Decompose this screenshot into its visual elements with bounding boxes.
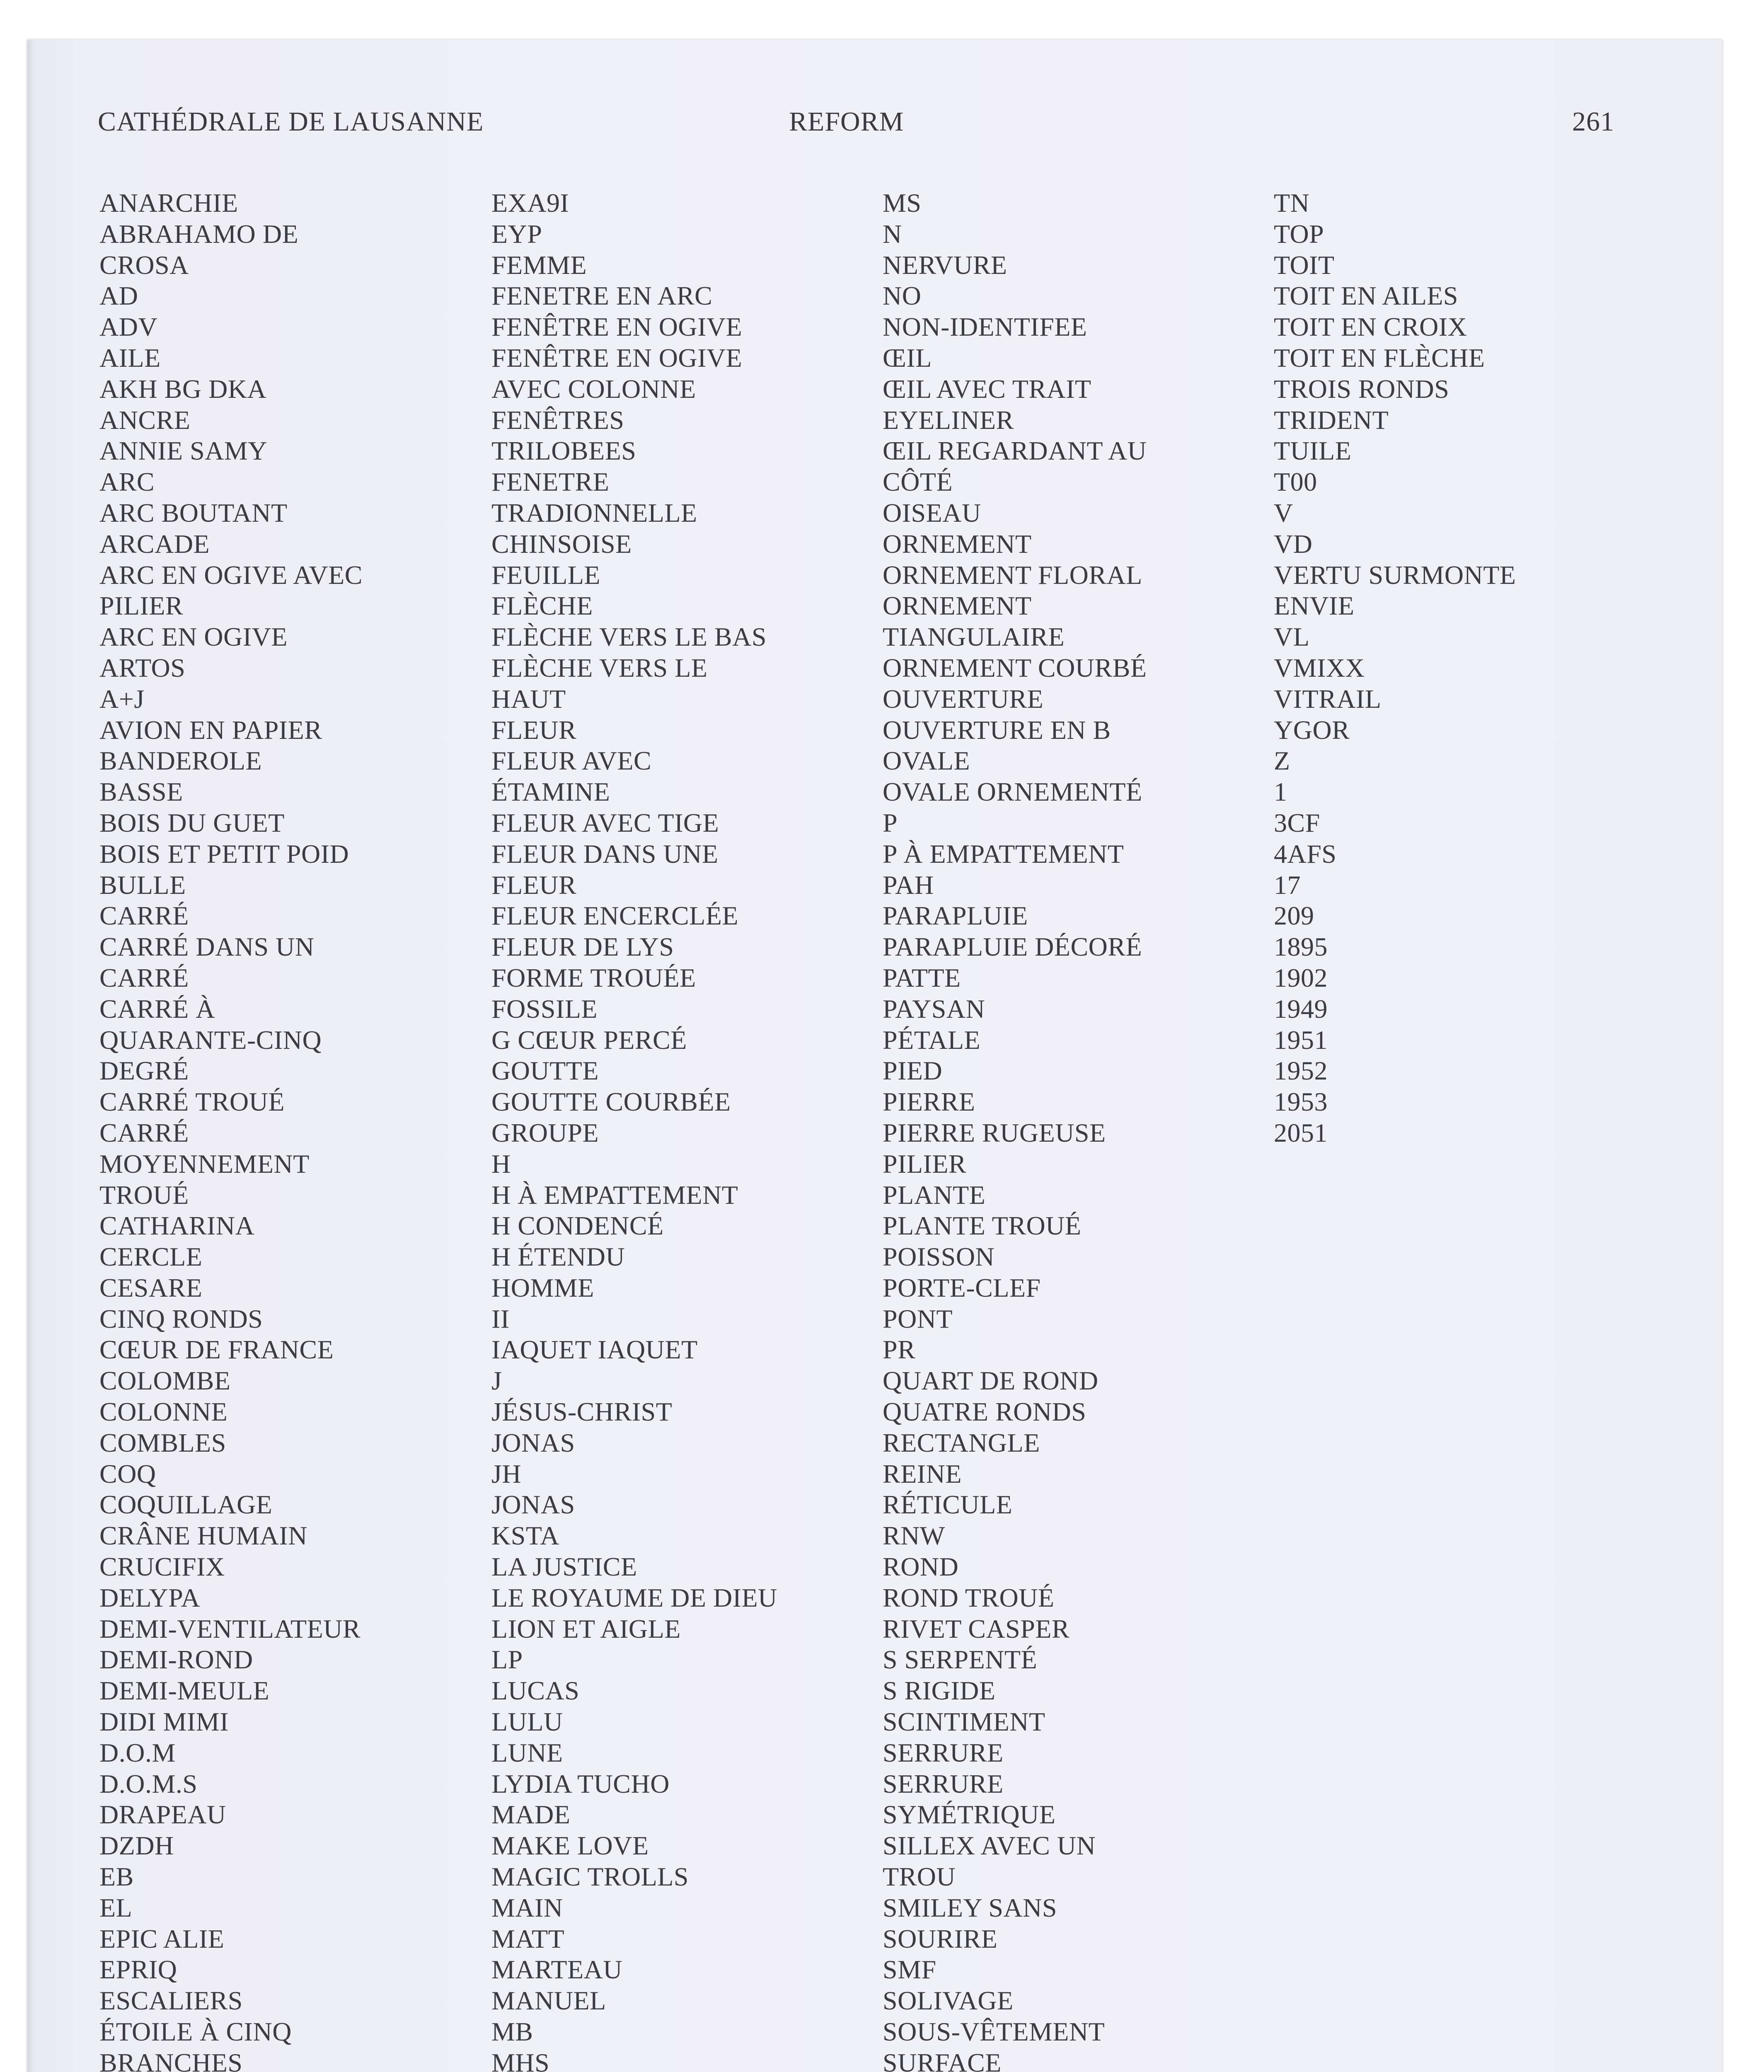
index-entry: DEMI-VENTILATEUR: [99, 1614, 361, 1644]
index-entry: SERRURE: [883, 1769, 1004, 1798]
index-entry: SOLIVAGE: [883, 1986, 1014, 2016]
index-entry: SCINTIMENT: [883, 1707, 1045, 1737]
index-entry: CESARE: [99, 1273, 203, 1302]
index-entry: SURFACE: [883, 2048, 1002, 2072]
index-entry: RECTANGLE: [883, 1428, 1040, 1457]
index-entry: COMBLES: [99, 1428, 226, 1457]
index-entry: VITRAIL: [1274, 684, 1382, 714]
index-entry: 1953: [1274, 1087, 1328, 1117]
index-entry: TOIT EN FLÈCHE: [1274, 343, 1485, 373]
index-entry: ÉTOILE À CINQ: [99, 2017, 292, 2047]
index-entry: BOIS DU GUET: [99, 808, 285, 838]
index-entry: CINQ RONDS: [99, 1304, 263, 1334]
index-entry: H: [491, 1149, 511, 1179]
index-entry: V: [1274, 498, 1293, 528]
index-entry: ORNEMENT FLORAL: [883, 560, 1142, 590]
index-entry: DEMI-MEULE: [99, 1676, 270, 1706]
index-entry: ÉTAMINE: [491, 777, 610, 807]
index-entry: TROUÉ: [99, 1180, 189, 1210]
index-entry: MANUEL: [491, 1986, 606, 2016]
index-entry: S RIGIDE: [883, 1676, 996, 1706]
index-entry: AD: [99, 281, 138, 311]
index-entry: EPRIQ: [99, 1955, 177, 1985]
index-column-3: [883, 188, 1147, 2072]
index-entry: FOSSILE: [491, 994, 598, 1024]
index-entry: JÉSUS-CHRIST: [491, 1397, 673, 1427]
index-entry: CÔTÉ: [883, 467, 953, 497]
index-column-4: [1274, 188, 1516, 1149]
index-entry: FENÊTRE EN OGIVE: [491, 343, 743, 373]
index-entry: LION ET AIGLE: [491, 1614, 681, 1644]
index-entry: TRILOBEES: [491, 436, 636, 466]
index-entry: SMF: [883, 1955, 936, 1985]
index-entry: 3CF: [1274, 808, 1320, 838]
index-entry: CARRÉ DANS UN: [99, 932, 315, 962]
index-entry: MB: [491, 2017, 533, 2047]
index-entry: CŒUR DE FRANCE: [99, 1335, 334, 1365]
index-entry: ARC EN OGIVE AVEC: [99, 560, 363, 590]
index-entry: HAUT: [491, 684, 566, 714]
index-entry: HOMME: [491, 1273, 594, 1302]
index-entry: P: [883, 808, 898, 838]
index-entry: DEGRÉ: [99, 1056, 189, 1086]
index-entry: NERVURE: [883, 250, 1007, 280]
index-entry: A+J: [99, 684, 145, 714]
index-entry: COQ: [99, 1459, 156, 1489]
index-entry: OISEAU: [883, 498, 981, 528]
index-entry: TROU: [883, 1862, 956, 1892]
index-entry: II: [491, 1304, 510, 1334]
index-entry: PLANTE: [883, 1180, 986, 1210]
index-entry: ŒIL: [883, 343, 932, 373]
index-entry: MOYENNEMENT: [99, 1149, 310, 1179]
index-entry: PAH: [883, 870, 934, 900]
index-entry: ŒIL AVEC TRAIT: [883, 374, 1091, 404]
index-entry: ŒIL REGARDANT AU: [883, 436, 1147, 466]
index-entry: FENETRE EN ARC: [491, 281, 713, 311]
index-entry: RÉTICULE: [883, 1490, 1013, 1520]
index-entry: FEMME: [491, 250, 587, 280]
index-entry: MAGIC TROLLS: [491, 1862, 689, 1892]
index-entry: QUARANTE-CINQ: [99, 1025, 322, 1055]
index-entry: FLEUR AVEC TIGE: [491, 808, 719, 838]
index-entry: OUVERTURE: [883, 684, 1044, 714]
index-entry: FLÈCHE: [491, 591, 593, 621]
index-entry: LUCAS: [491, 1676, 580, 1706]
index-entry: COQUILLAGE: [99, 1490, 273, 1520]
index-entry: FLEUR DE LYS: [491, 932, 674, 962]
index-entry: TOIT EN AILES: [1274, 281, 1458, 311]
index-entry: P À EMPATTEMENT: [883, 839, 1124, 869]
index-entry: AVEC COLONNE: [491, 374, 696, 404]
index-entry: ARC: [99, 467, 155, 497]
index-entry: PLANTE TROUÉ: [883, 1211, 1082, 1241]
index-entry: VERTU SURMONTE: [1274, 560, 1516, 590]
index-entry: TRADIONNELLE: [491, 498, 697, 528]
index-entry: SOURIRE: [883, 1924, 998, 1953]
header-cathedral-title: CATHÉDRALE DE LAUSANNE: [98, 107, 484, 137]
header-section-title: REFORM: [789, 107, 904, 137]
index-entry: BASSE: [99, 777, 183, 807]
index-entry: FEUILLE: [491, 560, 600, 590]
index-entry: NON-IDENTIFEE: [883, 312, 1087, 342]
index-entry: NO: [883, 281, 922, 311]
book-page: [27, 40, 1722, 2072]
index-entry: 4AFS: [1274, 839, 1337, 869]
index-entry: PIERRE: [883, 1087, 975, 1117]
index-entry: ARTOS: [99, 653, 186, 683]
index-entry: ORNEMENT: [883, 591, 1032, 621]
index-entry: J: [491, 1366, 502, 1396]
index-entry: MS: [883, 188, 922, 218]
index-entry: COLONNE: [99, 1397, 228, 1427]
index-entry: TN: [1274, 188, 1310, 218]
page-spine-edge: [27, 40, 33, 2072]
index-entry: DRAPEAU: [99, 1800, 226, 1830]
index-entry: PARAPLUIE DÉCORÉ: [883, 932, 1142, 962]
index-entry: DIDI MIMI: [99, 1707, 229, 1737]
index-entry: OVALE: [883, 746, 970, 776]
running-header: [27, 106, 1722, 143]
index-entry: S SERPENTÉ: [883, 1645, 1038, 1675]
index-entry: MATT: [491, 1924, 565, 1953]
index-entry: JONAS: [491, 1428, 575, 1457]
index-column-1: [99, 188, 363, 2072]
index-entry: BRANCHES: [99, 2048, 243, 2072]
index-entry: CARRÉ TROUÉ: [99, 1087, 285, 1117]
index-entry: PAYSAN: [883, 994, 985, 1024]
index-entry: MAIN: [491, 1893, 563, 1922]
index-entry: TIANGULAIRE: [883, 622, 1065, 652]
index-entry: TROIS RONDS: [1274, 374, 1449, 404]
index-entry: CATHARINA: [99, 1211, 255, 1241]
index-entry: ARCADE: [99, 529, 210, 559]
index-entry: AILE: [99, 343, 161, 373]
index-entry: ROND: [883, 1552, 959, 1582]
index-entry: CRUCIFIX: [99, 1552, 225, 1582]
index-entry: VMIXX: [1274, 653, 1365, 683]
index-entry: PIED: [883, 1056, 943, 1086]
index-entry: EYP: [491, 219, 542, 249]
index-entry: CARRÉ: [99, 901, 189, 931]
index-entry: FLEUR: [491, 715, 577, 745]
index-entry: 1951: [1274, 1025, 1328, 1055]
index-entry: AVION EN PAPIER: [99, 715, 322, 745]
index-entry: QUART DE ROND: [883, 1366, 1099, 1396]
index-entry: POISSON: [883, 1242, 995, 1272]
index-entry: FLÈCHE VERS LE BAS: [491, 622, 767, 652]
index-entry: GROUPE: [491, 1118, 599, 1147]
index-column-2: [491, 188, 777, 2072]
index-entry: ROND TROUÉ: [883, 1583, 1055, 1612]
index-entry: MADE: [491, 1800, 571, 1830]
index-entry: CARRÉ: [99, 963, 189, 992]
index-entry: TOP: [1274, 219, 1324, 249]
index-entry: CERCLE: [99, 1242, 203, 1272]
index-entry: BOIS ET PETIT POID: [99, 839, 349, 869]
index-entry: EPIC ALIE: [99, 1924, 225, 1953]
index-entry: ABRAHAMO DE: [99, 219, 299, 249]
index-entry: ANNIE SAMY: [99, 436, 267, 466]
index-entry: QUATRE RONDS: [883, 1397, 1086, 1427]
index-entry: DZDH: [99, 1831, 174, 1861]
index-entry: T00: [1274, 467, 1317, 497]
index-entry: ARC BOUTANT: [99, 498, 288, 528]
page-number: 261: [1572, 107, 1614, 137]
index-entry: SOUS-VÊTEMENT: [883, 2017, 1105, 2047]
index-entry: FORME TROUÉE: [491, 963, 696, 992]
index-entry: 17: [1274, 870, 1301, 900]
index-entry: GOUTTE: [491, 1056, 599, 1086]
index-entry: SYMÉTRIQUE: [883, 1800, 1056, 1830]
index-entry: ADV: [99, 312, 158, 342]
index-entry: H ÉTENDU: [491, 1242, 625, 1272]
index-entry: OUVERTURE EN B: [883, 715, 1111, 745]
index-entry: COLOMBE: [99, 1366, 231, 1396]
index-entry: 2051: [1274, 1118, 1328, 1147]
index-entry: 1895: [1274, 932, 1328, 962]
index-entry: PR: [883, 1335, 916, 1365]
index-entry: RIVET CASPER: [883, 1614, 1070, 1644]
index-entry: EB: [99, 1862, 134, 1892]
index-entry: OVALE ORNEMENTÉ: [883, 777, 1142, 807]
index-entry: TOIT: [1274, 250, 1335, 280]
index-entry: PARAPLUIE: [883, 901, 1028, 931]
index-entry: CROSA: [99, 250, 189, 280]
index-entry: VD: [1274, 529, 1313, 559]
index-entry: SERRURE: [883, 1738, 1004, 1767]
index-entry: FLEUR DANS UNE: [491, 839, 719, 869]
index-entry: EL: [99, 1893, 133, 1922]
index-entry: FENETRE: [491, 467, 610, 497]
index-entry: TUILE: [1274, 436, 1352, 466]
index-entry: ARC EN OGIVE: [99, 622, 288, 652]
index-entry: YGOR: [1274, 715, 1350, 745]
index-entry: ORNEMENT: [883, 529, 1032, 559]
index-entry: N: [883, 219, 902, 249]
index-entry: LP: [491, 1645, 523, 1675]
index-entry: LE ROYAUME DE DIEU: [491, 1583, 777, 1612]
index-entry: SILLEX AVEC UN: [883, 1831, 1096, 1861]
index-entry: PILIER: [99, 591, 184, 621]
index-entry: PONT: [883, 1304, 953, 1334]
index-entry: REINE: [883, 1459, 962, 1489]
index-entry: 1902: [1274, 963, 1328, 992]
index-entry: FENÊTRE EN OGIVE: [491, 312, 743, 342]
index-entry: H À EMPATTEMENT: [491, 1180, 738, 1210]
index-entry: LUNE: [491, 1738, 563, 1767]
index-entry: 1949: [1274, 994, 1328, 1024]
index-entry: CRÂNE HUMAIN: [99, 1521, 307, 1551]
index-entry: FLEUR AVEC: [491, 746, 652, 776]
index-entry: JH: [491, 1459, 522, 1489]
index-entry: CARRÉ À: [99, 994, 215, 1024]
index-entry: IAQUET IAQUET: [491, 1335, 698, 1365]
index-entry: 1952: [1274, 1056, 1328, 1086]
index-entry: LA JUSTICE: [491, 1552, 637, 1582]
index-entry: ANCRE: [99, 405, 191, 435]
index-entry: LULU: [491, 1707, 563, 1737]
index-entry: EYELINER: [883, 405, 1014, 435]
index-entry: D.O.M.S: [99, 1769, 198, 1798]
index-entry: G CŒUR PERCÉ: [491, 1025, 687, 1055]
index-entry: H CONDENCÉ: [491, 1211, 664, 1241]
index-entry: PORTE-CLEF: [883, 1273, 1041, 1302]
index-entry: SMILEY SANS: [883, 1893, 1057, 1922]
index-entry: KSTA: [491, 1521, 559, 1551]
index-entry: 1: [1274, 777, 1287, 807]
index-entry: MAKE LOVE: [491, 1831, 649, 1861]
index-entry: PÉTALE: [883, 1025, 981, 1055]
index-entry: D.O.M: [99, 1738, 176, 1767]
index-entry: PATTE: [883, 963, 961, 992]
index-entry: FENÊTRES: [491, 405, 624, 435]
index-entry: LYDIA TUCHO: [491, 1769, 670, 1798]
index-entry: FLEUR: [491, 870, 577, 900]
index-entry: BULLE: [99, 870, 186, 900]
index-entry: MARTEAU: [491, 1955, 623, 1985]
index-entry: 209: [1274, 901, 1314, 931]
index-entry: ESCALIERS: [99, 1986, 243, 2016]
index-entry: ORNEMENT COURBÉ: [883, 653, 1147, 683]
index-entry: AKH BG DKA: [99, 374, 267, 404]
index-entry: EXA9I: [491, 188, 569, 218]
index-entry: GOUTTE COURBÉE: [491, 1087, 731, 1117]
index-entry: FLÈCHE VERS LE: [491, 653, 708, 683]
index-entry: DEMI-ROND: [99, 1645, 253, 1675]
index-entry: MHS: [491, 2048, 550, 2072]
index-entry: PILIER: [883, 1149, 967, 1179]
index-entry: RNW: [883, 1521, 945, 1551]
index-entry: TRIDENT: [1274, 405, 1389, 435]
index-entry: FLEUR ENCERCLÉE: [491, 901, 738, 931]
index-entry: Z: [1274, 746, 1290, 776]
index-entry: ENVIE: [1274, 591, 1355, 621]
index-entry: CHINSOISE: [491, 529, 632, 559]
index-entry: JONAS: [491, 1490, 575, 1520]
index-entry: TOIT EN CROIX: [1274, 312, 1467, 342]
index-entry: DELYPA: [99, 1583, 201, 1612]
index-entry: PIERRE RUGEUSE: [883, 1118, 1106, 1147]
index-entry: ANARCHIE: [99, 188, 238, 218]
index-entry: BANDEROLE: [99, 746, 262, 776]
index-entry: CARRÉ: [99, 1118, 189, 1147]
index-entry: VL: [1274, 622, 1310, 652]
